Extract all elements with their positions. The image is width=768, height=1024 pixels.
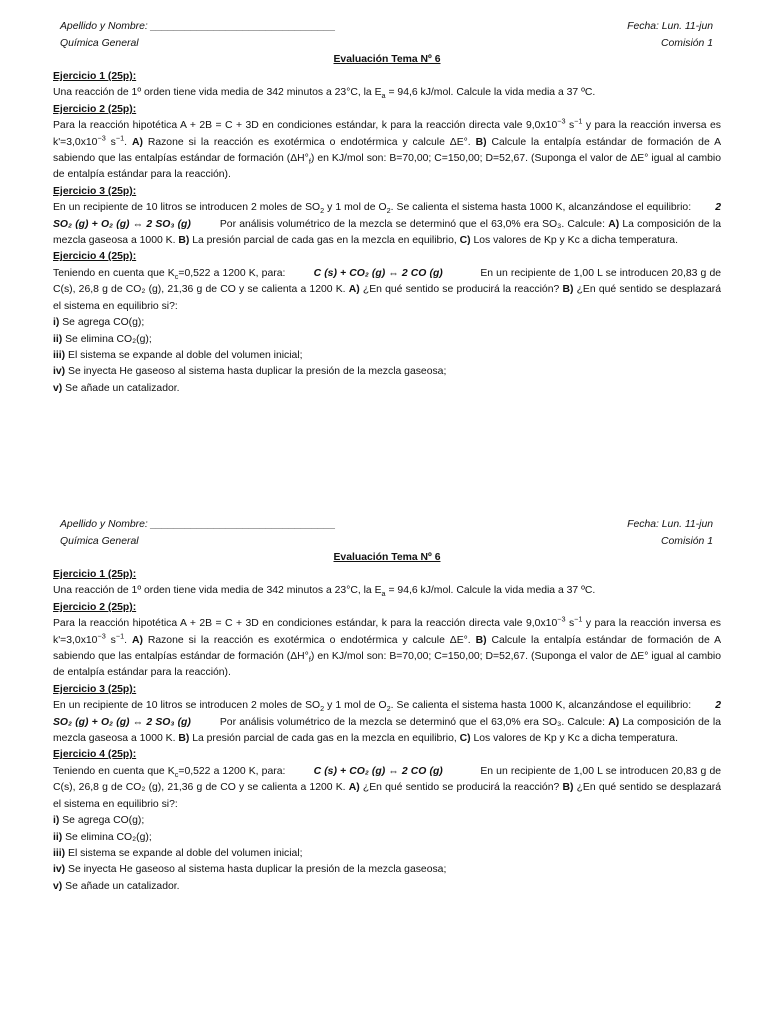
header-row-2 [53, 533, 721, 550]
header-row-1 [53, 18, 721, 35]
commission-label: Comisión 1 [661, 38, 713, 49]
exercise-1-title: Ejercicio 1 (25p): [53, 569, 137, 580]
course-label: Química General [60, 38, 139, 49]
list-item: ii) Se elimina CO₂(g); [53, 831, 152, 843]
list-item: iv) Se inyecta He gaseoso al sistema hasta duplicar la presión de la mezcla gaseosa; [53, 366, 447, 378]
list-item: i) Se agrega CO(g); [53, 317, 145, 329]
course-label: Química General [60, 536, 139, 547]
exercise-1-title: Ejercicio 1 (25p): [53, 71, 137, 82]
exam-title: Evaluación Tema Nº 6 [333, 552, 441, 563]
exercise-4-text: Teniendo en cuenta que $K_c=0,522$ a 1200 K, para: C (s) + CO₂ (g) ⇔ 2 CO (g) En un recipiente de 1,00 L se introducen 20,83 g de C(s), 26,8 g de CO₂ (g), 21,36 g de CO y se calienta a 1200 K. A) ¿En qué sentido se producirá la reacción? B) ¿En qué sentido se desplazará el sistema en equilibrio si?: [53, 267, 721, 312]
exercise-3-text: En un recipiente de 10 litros se introducen 2 moles de $SO_2$ y 1 mol de $O_2$. Se calienta el sistema hasta 1000 K, alcanzándose el equilibrio: 2 SO₂ (g) + O₂ (g) ⇔ 2 SO₃ (g) Por análisis volumétrico de la mezcla se determinó que el 63,0% era SO₃. Calcule: A) La composición de la mezcla gaseosa a 1000 K. B) La presión parcial de cada gas en la mezcla en equilibrio, C) Los valores de Kp y Kc a dicha temperatura. [53, 700, 722, 745]
exam-sheet-bottom [53, 516, 721, 895]
exam-title: Evaluación Tema Nº 6 [333, 54, 441, 65]
reaction-equation: C (s) + CO₂ (g) ⇔ 2 CO (g) [313, 267, 443, 279]
exercise-4-title: Ejercicio 4 (25p): [53, 749, 137, 761]
exercise-3-text: En un recipiente de 10 litros se introducen 2 moles de $SO_2$ y 1 mol de $O_2$. Se calienta el sistema hasta 1000 K, alcanzándose el equilibrio: 2 SO₂ (g) + O₂ (g) ⇔ 2 SO₃ (g) Por análisis volumétrico de la mezcla se determinó que el 63,0% era SO₃. Calcule: A) La composición de la mezcla gaseosa a 1000 K. B) La presión parcial de cada gas en la mezcla en equilibrio, C) Los valores de Kp y Kc a dicha temperatura. [53, 202, 722, 247]
list-item: i) Se agrega CO(g); [53, 815, 145, 827]
exercise-3-title: Ejercicio 3 (25p): [53, 185, 137, 197]
list-item: iii) El sistema se expande al doble del volumen inicial; [53, 349, 303, 361]
date-label: Fecha: Lun. 11-jun [627, 21, 713, 32]
list-item: v) Se añade un catalizador. [53, 382, 180, 394]
exercise-1-text: Una reacción de 1º orden tiene vida media de 342 minutos a 23°C, la $E_a = 94,6$ kJ/mol. Calcule la vida media a 37 ºC. [53, 585, 596, 599]
list-item: iii) El sistema se expande al doble del volumen inicial; [53, 847, 303, 859]
date-label: Fecha: Lun. 11-jun [627, 519, 713, 530]
list-item: v) Se añade un catalizador. [53, 880, 180, 892]
commission-label: Comisión 1 [661, 536, 713, 547]
reaction-equation: 2 SO₂ (g) + O₂ (g) ⇔ 2 SO₃ (g) [53, 700, 722, 728]
exercise-2-title: Ejercicio 2 (25p): [53, 103, 137, 115]
header-row-1 [53, 516, 721, 533]
exercise-4-title: Ejercicio 4 (25p): [53, 251, 137, 263]
reaction-equation: 2 SO₂ (g) + O₂ (g) ⇔ 2 SO₃ (g) [53, 202, 722, 230]
exercise-3-title: Ejercicio 3 (25p): [53, 683, 137, 695]
exercise-4-text: Teniendo en cuenta que $K_c=0,522$ a 1200 K, para: C (s) + CO₂ (g) ⇔ 2 CO (g) En un recipiente de 1,00 L se introducen 20,83 g de C(s), 26,8 g de CO₂ (g), 21,36 g de CO y se calienta a 1200 K. A) ¿En qué sentido se producirá la reacción? B) ¿En qué sentido se desplazará el sistema en equilibrio si?: [53, 765, 721, 810]
list-item: iv) Se inyecta He gaseoso al sistema hasta duplicar la presión de la mezcla gaseosa; [53, 864, 447, 876]
exercise-1-text: Una reacción de 1º orden tiene vida media de 342 minutos a 23°C, la $E_a = 94,6$ kJ/mol. Calcule la vida media a 37 ºC. [53, 87, 596, 101]
name-field: Apellido y Nombre: ________________________________ [60, 519, 336, 530]
name-field: Apellido y Nombre: ________________________________ [60, 21, 336, 32]
exercise-2-text: Para la reacción hipotética A + 2B = C + 3D en condiciones estándar, k para la reacción directa vale $9,0x10^{-3}$ $s^{-1}$ y para la reacción inversa es $k'=3,0x10^{-3}$ $s^{-1}$. A) Razone si la reacción es exotérmica o endotérmica y calcule ΔE°. B) Calcule la entalpía estándar de formación de A sabiendo que las entalpías estándar de formación $(\Delta H^\circ_f)$ en KJ/mol son: B=70,00; C=150,00; D=52,67. (Suponga el valor de ΔE° igual al cambio de entalpía estándar para la reacción). [53, 116, 721, 181]
reaction-equation: C (s) + CO₂ (g) ⇔ 2 CO (g) [313, 765, 443, 777]
exercise-2-title: Ejercicio 2 (25p): [53, 601, 137, 613]
exam-sheet-top [53, 18, 721, 397]
header-row-2 [53, 35, 721, 52]
exercise-2-text: Para la reacción hipotética A + 2B = C + 3D en condiciones estándar, k para la reacción directa vale $9,0x10^{-3}$ $s^{-1}$ y para la reacción inversa es $k'=3,0x10^{-3}$ $s^{-1}$. A) Razone si la reacción es exotérmica o endotérmica y calcule ΔE°. B) Calcule la entalpía estándar de formación de A sabiendo que las entalpías estándar de formación $(\Delta H^\circ_f)$ en KJ/mol son: B=70,00; C=150,00; D=52,67. (Suponga el valor de ΔE° igual al cambio de entalpía estándar para la reacción). [53, 614, 721, 679]
list-item: ii) Se elimina CO₂(g); [53, 333, 152, 345]
